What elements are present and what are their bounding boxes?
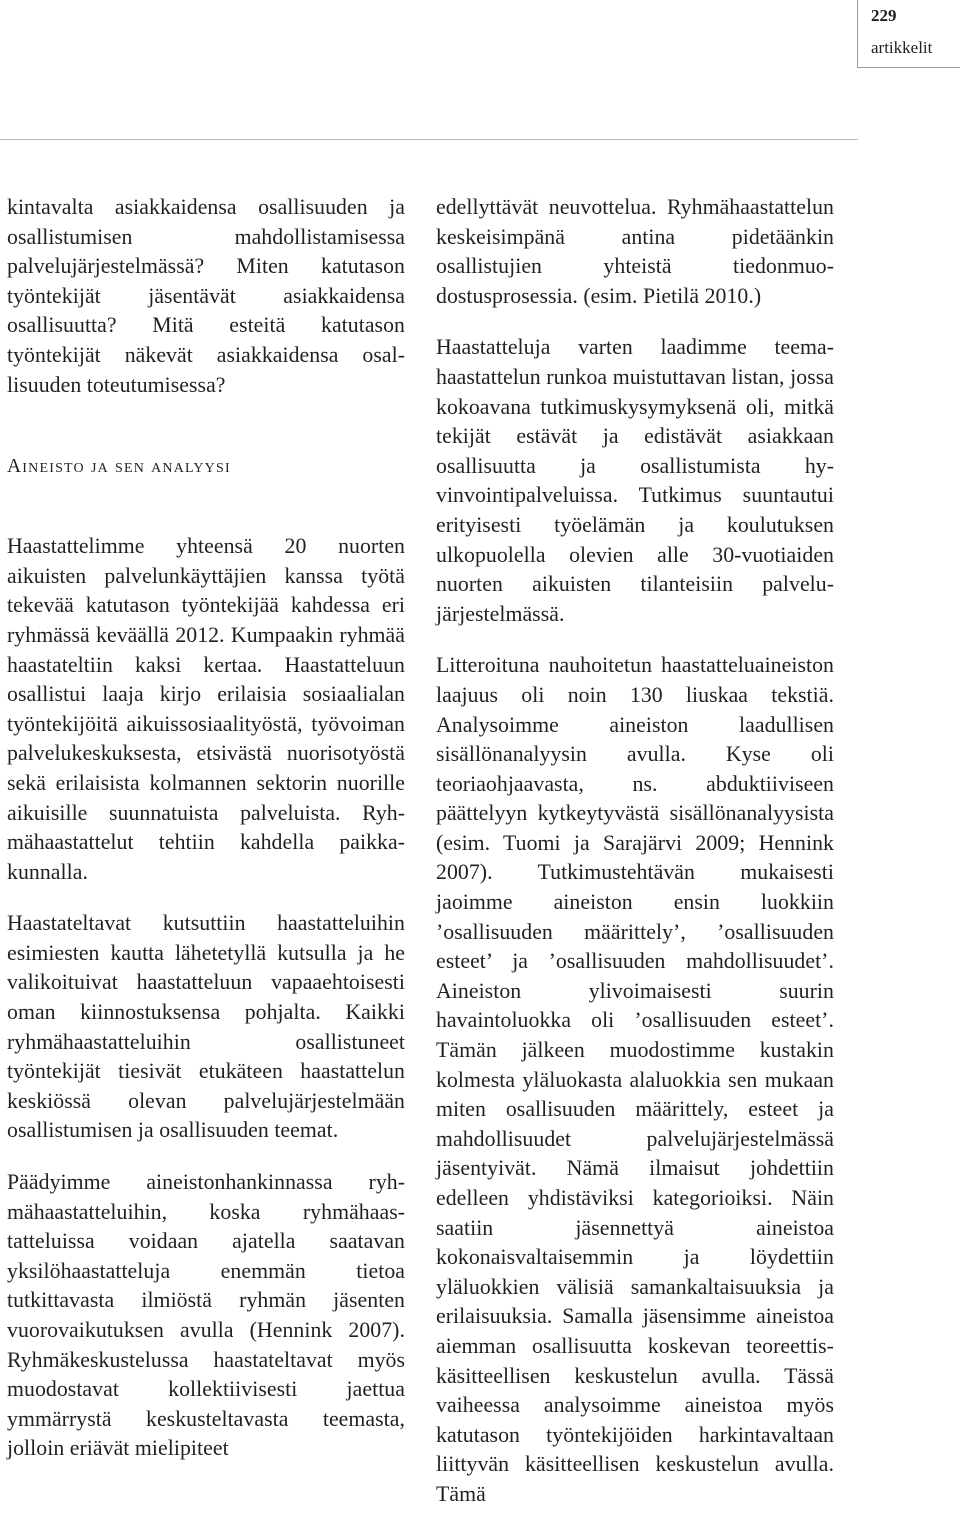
body-paragraph: Litteroituna nauhoitetun haastatteluaineiston laajuus oli noin 130 liuskaa tekstiä. Analysoimme aineiston laadullisen sisällönanalyysin avulla. Kyse oli teoriaohjaavasta, ns. abduktiiviseen päättelyyn kytkeytyvästä sisällönanalyysista (esim. Tuomi ja Sarajärvi 2009; Hennink 2007). Tutkimustehtävän mukaisesti jaoimme aineiston ensin luokkiin ’osallisuuden määrittely’, ’osallisuuden esteet’ ja ’osallisuuden mahdollisuudet’. Aineiston ylivoimaisesti suurin havaintoluokka oli ’osallisuuden esteet’. Tämän jälkeen muodostimme kustakin kolmesta yläluokasta alaluokkia sen mukaan miten osallisuuden määrittely, esteet ja mahdollisuudet palvelujärjestelmässä jäsentyivät. Nämä ilmaisut johdettiin edelleen yhdistäviksi kategorioiksi. Näin saatiin jäsennettyä aineistoa kokonaisvaltaisemmin ja löydettiin yläluokkien välisiä samankaltaisuuksia ja erilaisuuksia. Samalla jäsensimme aineistoa aiemman osallisuutta koskevan teoreettis-käsitteellisen keskustelun avulla. Tässä vaiheessa analysoimme aineistoa myös katutason työntekijöiden harkintavaltaan liittyvän käsitteellisen keskustelun avulla. Tämä xyxy=(436,653,834,1506)
body-paragraph: Päädyimme aineistonhankinnassa ryhmähaastatteluihin, koska ryhmähaastatteluissa voidaan ajatella saatavan yksilöhaastatteluja enemmän tietoa tutkittavasta ilmiöstä ryhmän jäsenten vuorovaikutuksen avulla (Hennink 2007). Ryhmäkeskustelussa haastateltavat myös muodostavat kollektiivisesti jaettua ymmärrystä keskusteltavasta teemasta, jolloin eriävät mielipiteet xyxy=(7,1170,405,1461)
header-divider xyxy=(0,139,858,140)
right-text-column xyxy=(436,193,834,1532)
page-number: 229 xyxy=(871,6,897,25)
body-paragraph: Haastatteluja varten laadimme teemahaastattelun runkoa muistuttavan listan, jossa kokoavana tutkimuskysymyksenä oli, mitkä tekijät estävät ja edistävät asiakkaan osallisuutta ja osallistumista hyvinvointipalveluissa. Tutkimus suuntautui erityisesti työelämän ja koulutuksen ulkopuolella olevien alle 30-vuotiaiden nuorten aikuisten tilanteisiin palvelujärjestelmässä. xyxy=(436,335,834,626)
section-label: artikkelit xyxy=(871,38,933,57)
body-paragraph: Haastattelimme yhteensä 20 nuorten aikuisten palvelunkäyttäjien kanssa työtä tekevää katutason työntekijää kahdessa eri ryhmässä keväällä 2012. Kumpaakin ryhmää haastateltiin kaksi kertaa. Haastatteluun osallistui laaja kirjo erilaisia sosiaalialan työntekijöitä aikuissosiaalityöstä, työvoiman palvelukeskuksesta, etsivästä nuorisotyöstä sekä erilaisista kolmannen sektorin nuorille aikuisille suunnatuista palveluista. Ryhmähaastattelut tehtiin kahdella paikkakunnalla. xyxy=(7,534,405,884)
body-paragraph: Haastateltavat kutsuttiin haastatteluihin esimiesten kautta lähetetyllä kutsulla ja he valikoituivat haastatteluun vapaaehtoisesti oman kiinnostuksensa pohjalta. Kaikki ryhmähaastatteluihin osallistuneet työntekijät tiesivät etukäteen haastattelun keskiössä olevan palvelujärjestelmään osallistumisen ja osallisuuden teemat. xyxy=(7,911,405,1143)
page-header-tab xyxy=(857,0,960,68)
left-text-column xyxy=(7,193,405,1486)
intro-paragraph: kintavalta asiakkaidensa osallisuuden ja osallistumisen mahdollistamisessa palvelujärjestelmässä? Miten katutason työntekijät jäsentävät asiakkaidensa osallisuutta? Mitä esteitä katutason työntekijät näkevät asiakkaidensa osallisuuden toteutumisessa? xyxy=(7,195,405,397)
section-heading: Aineisto ja sen analyysi xyxy=(7,456,231,478)
body-paragraph: edellyttävät neuvottelua. Ryhmähaastattelun keskeisimpänä antina pidetäänkin osallistujien yhteistä tiedonmuodostusprosessia. (esim. Pietilä 2010.) xyxy=(436,195,834,308)
